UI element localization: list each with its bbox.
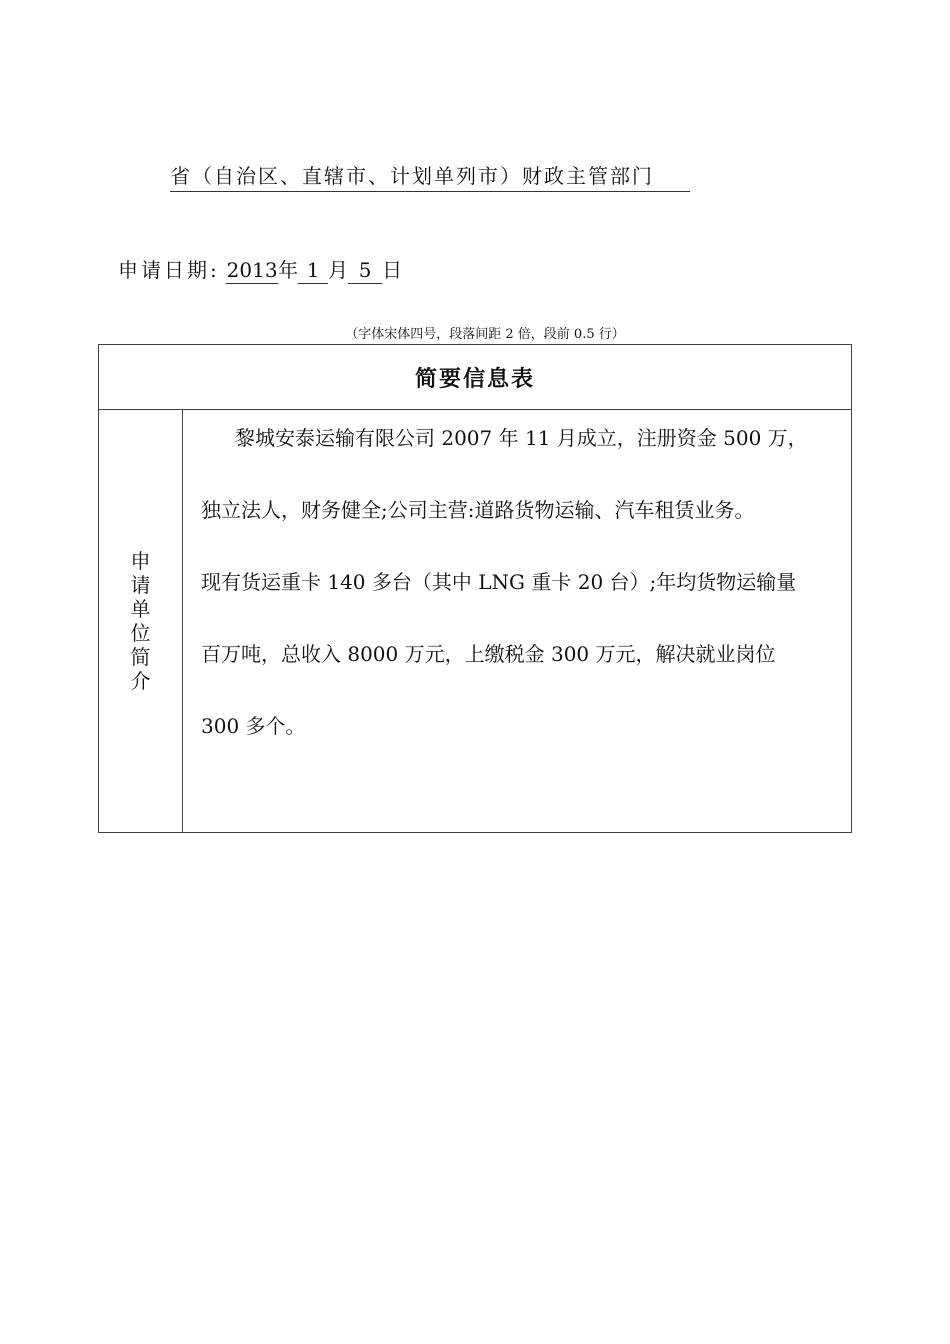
- content-line: 现有货运重卡 140 多台（其中 LNG 重卡 20 台）;年均货物运输量: [201, 570, 797, 594]
- department-line: 省（自治区、直辖市、计划单列市）财政主管部门: [170, 160, 690, 192]
- side-label-cell: [99, 410, 183, 833]
- application-date-day: 5: [348, 258, 382, 284]
- side-label: 申请单位简介: [130, 549, 151, 693]
- application-date: [118, 254, 402, 284]
- content-line: 百万吨，总收入 8000 万元，上缴税金 300 万元，解决就业岗位: [201, 642, 776, 666]
- day-unit: 日: [382, 258, 403, 282]
- content-line: 300 多个。: [201, 714, 306, 738]
- content-line: 独立法人，财务健全;公司主营:道路货物运输、汽车租赁业务。: [201, 498, 755, 522]
- month-unit: 月: [328, 258, 349, 282]
- company-intro-cell: [183, 410, 852, 833]
- application-date-year: 2013: [226, 258, 278, 282]
- application-date-label: 申请日期:: [118, 258, 220, 282]
- content-line: 黎城安泰运输有限公司 2007 年 11 月成立，注册资金 500 万，: [235, 426, 808, 450]
- summary-info-table: [98, 344, 852, 833]
- table-title: 简要信息表: [99, 345, 852, 410]
- format-note: （字体宋体四号，段落间距 2 倍，段前 0.5 行）: [345, 327, 625, 342]
- year-unit: 年: [278, 258, 299, 282]
- application-date-month: 1: [298, 258, 328, 284]
